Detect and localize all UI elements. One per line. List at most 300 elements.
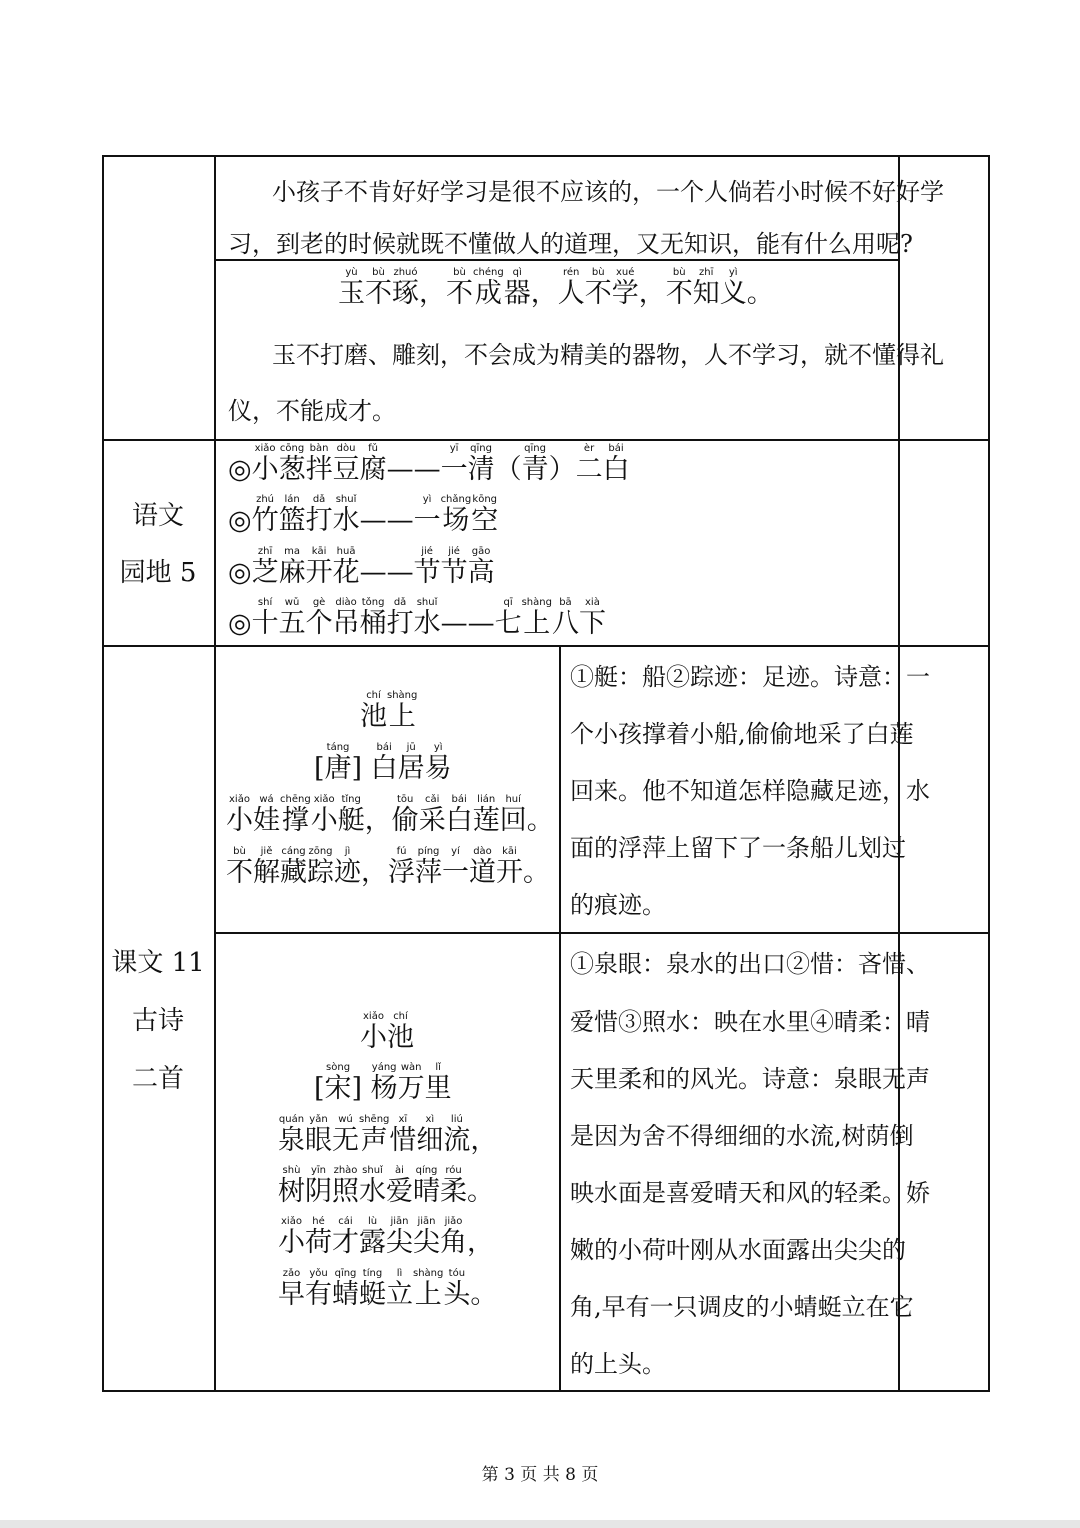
annotated-character: 小xiǎo [226,794,253,836]
annotated-character: 泉quán [278,1114,305,1156]
annotated-character: 空kōng [471,494,499,536]
saying-explanation-line-2: 仪，不能成才。 [228,397,396,425]
pinyin-annotation: xiǎo [278,1216,305,1227]
annotated-character: ◎ [228,608,252,639]
pinyin-annotation: jié [413,546,441,557]
pinyin-annotation [365,794,392,805]
annotated-character: 吊diào [332,597,360,639]
pinyin-annotation: zhī [692,267,720,278]
annotated-character: ， [467,1227,494,1258]
table-bottom-border [102,1390,990,1392]
annotated-character: —— [441,608,495,639]
pinyin-annotation: chǎng [440,494,472,505]
pinyin-annotation: lián [472,794,500,805]
annotated-character: 。 [523,857,550,888]
pinyin-annotation [360,546,414,557]
pinyin-annotation: yù [338,267,365,278]
annotated-character: 爱ài [386,1165,413,1207]
annotated-character: —— [360,505,414,536]
poem2-title [360,1011,414,1059]
poem2-line-1 [278,1114,497,1162]
poem1-line-2 [226,846,550,894]
annotated-character: 水shuǐ [332,494,360,536]
pinyin-annotation: shàng [521,597,552,608]
annotated-character: 浮fú [388,846,415,888]
pinyin-annotation: zǎo [278,1268,305,1279]
poem1-note-4: 面的浮萍上留下了一条船儿划过 [570,834,906,862]
pinyin-annotation: yǒu [305,1268,332,1279]
poem1-note-1: ①艇：船②踪迹：足迹。诗意：一 [570,663,930,691]
annotated-character: 藏cáng [280,846,307,888]
annotated-character: 照zhào [332,1165,359,1207]
pinyin-annotation: gāo [467,546,495,557]
annotated-character: 上shàng [387,690,418,732]
pinyin-annotation: yǎn [305,1114,332,1125]
pinyin-annotation: dòu [332,443,360,454]
pinyin-annotation: cōng [278,443,306,454]
pinyin-annotation: shàng [387,690,418,701]
annotated-character: 篮lán [278,494,306,536]
annotated-character: 居jū [397,742,425,784]
pinyin-annotation: jiǎo [440,1216,467,1227]
column-divider-1 [214,155,216,1392]
pinyin-annotation: xiǎo [226,794,253,805]
annotated-character: 荷hé [305,1216,332,1258]
pinyin-annotation: bái [370,742,398,753]
annotated-character: ， [419,278,446,309]
pinyin-annotation: zōng [307,846,334,857]
page-number: 第 3 页 共 8 页 [481,1465,599,1485]
pinyin-annotation [352,1062,371,1073]
annotated-character: ， [361,857,388,888]
pinyin-annotation: qíng [413,1165,440,1176]
pinyin-annotation: huí [499,794,527,805]
pinyin-annotation: cǎi [418,794,446,805]
annotated-character: 十shí [251,597,279,639]
annotated-character: 不bù [365,267,392,309]
annotated-character: 头tóu [443,1268,471,1310]
annotated-character: 莲lián [472,794,500,836]
annotated-character: ） [549,454,576,485]
annotated-character: 立lì [386,1268,413,1310]
pinyin-annotation: zhuó [392,267,419,278]
pinyin-annotation: shuǐ [413,597,441,608]
pinyin-annotation [531,267,558,278]
annotated-character: 白bái [445,794,473,836]
annotated-character: 无wú [332,1114,359,1156]
pinyin-annotation: quán [278,1114,305,1125]
annotated-character: ] [352,753,371,784]
pinyin-annotation: xué [611,267,639,278]
annotated-character: 个gè [305,597,333,639]
garden-item-2 [228,494,498,542]
pinyin-annotation: huā [332,546,360,557]
pinyin-annotation: lì [386,1268,413,1279]
annotated-character: 五wǔ [278,597,306,639]
pinyin-annotation: qīng [467,443,495,454]
annotated-character: 宋sòng [324,1062,352,1104]
page-bottom-edge [0,1520,1080,1528]
annotated-character: 撑chēng [280,794,311,836]
saying-explanation-line-1: 玉不打磨、雕刻，不会成为精美的器物，人不学习，就不懂得礼 [272,341,944,369]
table-right-border [988,155,990,1392]
pinyin-annotation: wǔ [278,597,306,608]
pinyin-annotation: dǎ [305,494,333,505]
pinyin-annotation: táng [324,742,352,753]
poem2-line-4 [278,1268,497,1316]
row-divider-lesson [102,645,990,647]
annotated-character: 。 [527,805,554,836]
annotated-character: 一yì [413,494,441,536]
annotated-character: [ [314,753,325,784]
poem2-note-8: 的上头。 [570,1350,666,1378]
pinyin-annotation: lán [278,494,306,505]
garden-label-line-2: 园地 5 [119,558,197,588]
pinyin-annotation: yì [719,267,747,278]
pinyin-annotation: jiě [253,846,280,857]
pinyin-annotation: bù [365,267,392,278]
pinyin-annotation: shí [251,597,279,608]
poem1-note-2: 个小孩撑着小船,偷偷地采了白莲 [570,720,914,748]
annotated-character: 唐táng [324,742,352,784]
saying-line [338,267,774,315]
pinyin-annotation: wàn [397,1062,425,1073]
pinyin-annotation: xiǎo [310,794,338,805]
annotated-character: 易yì [424,742,452,784]
annotated-character: 踪zōng [307,846,334,888]
annotated-character: 琢zhuó [392,267,419,309]
pinyin-annotation [228,494,252,505]
pinyin-annotation: lǐ [424,1062,452,1073]
pinyin-annotation: tǒng [359,597,387,608]
annotated-character: 高gāo [467,546,495,588]
annotated-character: 拌bàn [305,443,333,485]
annotated-character: 玉yù [338,267,365,309]
annotated-character: 器qì [503,267,531,309]
pinyin-annotation: tōu [391,794,419,805]
pinyin-annotation [314,1062,325,1073]
pinyin-annotation: bā [551,597,579,608]
pinyin-annotation: shù [278,1165,305,1176]
annotated-character: ◎ [228,454,252,485]
table-top-border [102,155,990,157]
pinyin-annotation: jì [334,846,361,857]
annotated-character: 池chí [387,1011,414,1053]
annotated-character: 芝zhī [251,546,279,588]
lesson-label-line-3: 二首 [131,1064,184,1094]
annotated-character: 知zhī [692,267,720,309]
pinyin-annotation: bàn [305,443,333,454]
annotated-character: 小xiǎo [278,1216,305,1258]
lesson-label-line-1: 课文 11 [111,948,205,978]
pinyin-annotation [495,443,522,454]
annotated-character: ， [470,1125,497,1156]
annotated-character: 清qīng [467,443,495,485]
annotated-character: 杨yáng [370,1062,398,1104]
annotated-character: 才cái [332,1216,359,1258]
annotated-character: 打dǎ [386,597,414,639]
row-divider-inner [215,259,899,261]
explanation-line-1: 小孩子不肯好好学习是很不应该的，一个人倘若小时候不好好学 [272,178,944,206]
annotated-character: 眼yǎn [305,1114,332,1156]
annotated-character: —— [387,454,441,485]
pinyin-annotation: tǐng [337,794,365,805]
annotated-character: 树shù [278,1165,305,1207]
annotated-character: 不bù [446,267,473,309]
annotated-character: 角jiǎo [440,1216,467,1258]
poem2-line-3 [278,1216,494,1264]
annotated-character: 尖jiān [413,1216,440,1258]
annotated-character: 小xiǎo [310,794,338,836]
pinyin-annotation [360,494,414,505]
annotated-character: 流liú [443,1114,471,1156]
annotated-character: 下xià [578,597,606,639]
pinyin-annotation: cáng [280,846,307,857]
pinyin-annotation: róu [440,1165,467,1176]
pinyin-annotation: bù [665,267,693,278]
pinyin-annotation: jiān [413,1216,440,1227]
annotated-character: 豆dòu [332,443,360,485]
pinyin-annotation: cái [332,1216,359,1227]
poem2-note-4: 是因为舍不得细细的水流,树荫倒 [570,1122,914,1150]
row-divider-garden [102,439,990,441]
annotated-character: 娃wá [253,794,280,836]
pinyin-annotation: yī [440,443,468,454]
annotated-character: 七qī [494,597,522,639]
annotated-character: ◎ [228,505,252,536]
pinyin-annotation: bái [445,794,473,805]
pinyin-annotation: diào [332,597,360,608]
pinyin-annotation [467,1165,494,1176]
annotated-character: 露lù [359,1216,386,1258]
annotated-character: 尖jiān [386,1216,413,1258]
annotated-character: 万wàn [397,1062,425,1104]
pinyin-annotation: shuǐ [332,494,360,505]
pinyin-annotation [228,597,252,608]
garden-label-line-1: 语文 [131,501,184,531]
pinyin-annotation: yì [424,742,452,753]
pinyin-annotation [228,443,252,454]
annotated-character: 桶tǒng [359,597,387,639]
annotated-character: 晴qíng [413,1165,440,1207]
pinyin-annotation [314,742,325,753]
annotated-character: 不bù [226,846,253,888]
poem2-note-1: ①泉眼：泉水的出口②惜：吝惜、 [570,950,930,978]
pinyin-annotation: yì [413,494,441,505]
annotated-character: 腐fǔ [359,443,387,485]
annotated-character: 上shàng [521,597,552,639]
annotated-character: 学xué [611,267,639,309]
pinyin-annotation: kāi [496,846,523,857]
pinyin-annotation: kāi [305,546,333,557]
pinyin-annotation: jū [397,742,425,753]
annotated-character: 二èr [575,443,603,485]
pinyin-annotation [527,794,554,805]
pinyin-annotation: hé [305,1216,332,1227]
annotated-character: 不bù [665,267,693,309]
pinyin-annotation: shēng [359,1114,390,1125]
poem2-note-2: 爱惜③照水：映在水里④晴柔：晴 [570,1008,930,1036]
annotated-character: 池chí [360,690,387,732]
pinyin-annotation [467,1216,494,1227]
pinyin-annotation: chéng [473,267,504,278]
pinyin-annotation: zhú [251,494,279,505]
pinyin-annotation: shuǐ [359,1165,386,1176]
pinyin-annotation: fú [388,846,415,857]
pinyin-annotation: lù [359,1216,386,1227]
pinyin-annotation: rén [557,267,585,278]
annotated-character: 麻ma [278,546,306,588]
pinyin-annotation: xì [416,1114,444,1125]
annotated-character: ， [639,278,666,309]
pinyin-annotation: qīng [521,443,549,454]
annotated-character: 水shuǐ [359,1165,386,1207]
annotated-character: 解jiě [253,846,280,888]
annotated-character: 迹jì [334,846,361,888]
annotated-character: 艇tǐng [337,794,365,836]
annotated-character: 场chǎng [440,494,472,536]
pinyin-annotation: sòng [324,1062,352,1073]
column-divider-notes [559,645,561,1392]
pinyin-annotation: gè [305,597,333,608]
annotated-character: 竹zhú [251,494,279,536]
annotated-character: 阴yīn [305,1165,332,1207]
annotated-character: 。 [467,1176,494,1207]
pinyin-annotation [470,1268,497,1279]
annotated-character: 萍píng [415,846,442,888]
annotated-character: 节jié [440,546,468,588]
annotated-character: 义yì [719,267,747,309]
pinyin-annotation: yí [442,846,469,857]
annotated-character: 开kāi [496,846,523,888]
pinyin-annotation: qīng [332,1268,359,1279]
annotated-character: 柔róu [440,1165,467,1207]
pinyin-annotation [387,443,441,454]
annotated-character: 葱cōng [278,443,306,485]
annotated-character: 小xiǎo [360,1011,387,1053]
annotated-character: 一yī [440,443,468,485]
annotated-character: 开kāi [305,546,333,588]
annotated-character: 蜻qīng [332,1268,359,1310]
annotated-character: 白bái [602,443,630,485]
annotated-character: ， [365,805,392,836]
pinyin-annotation [352,742,371,753]
pinyin-annotation: liú [443,1114,471,1125]
poem2-note-3: 天里柔和的风光。诗意：泉眼无声 [570,1065,930,1093]
annotated-character: 节jié [413,546,441,588]
garden-item-4 [228,597,606,645]
poem1-note-3: 回来。他不知道怎样隐藏足迹，水 [570,777,930,805]
pinyin-annotation: ài [386,1165,413,1176]
annotated-character: 上shàng [413,1268,444,1310]
poem2-note-6: 嫩的小荷叶刚从水面露出尖尖的 [570,1236,906,1264]
pinyin-annotation: bù [446,267,473,278]
annotated-character: 小xiǎo [251,443,279,485]
annotated-character: 八bā [551,597,579,639]
pinyin-annotation: qī [494,597,522,608]
annotated-character: [ [314,1073,325,1104]
pinyin-annotation [549,443,576,454]
annotated-character: （ [495,454,522,485]
explanation-line-2: 习，到老的时候就既不懂做人的道理，又无知识，能有什么用呢? [228,230,913,258]
pinyin-annotation: jié [440,546,468,557]
pinyin-annotation: bái [602,443,630,454]
annotated-character: 水shuǐ [413,597,441,639]
pinyin-annotation: chí [387,1011,414,1022]
pinyin-annotation: wá [253,794,280,805]
annotated-character: ] [352,1073,371,1104]
pinyin-annotation: chí [360,690,387,701]
pinyin-annotation [228,546,252,557]
poem1-title [360,690,417,738]
pinyin-annotation: fǔ [359,443,387,454]
pinyin-annotation: tíng [359,1268,386,1279]
table-left-border [102,155,104,1392]
garden-item-1 [228,443,630,491]
pinyin-annotation [523,846,550,857]
annotated-character: 偷tōu [391,794,419,836]
poem1-author [314,742,452,790]
annotated-character: 里lǐ [424,1062,452,1104]
annotated-character: ◎ [228,557,252,588]
pinyin-annotation: dǎ [386,597,414,608]
pinyin-annotation [441,597,495,608]
pinyin-annotation: xià [578,597,606,608]
poem2-line-2 [278,1165,494,1213]
pinyin-annotation: yīn [305,1165,332,1176]
poem2-author [314,1062,452,1110]
pinyin-annotation: zhào [332,1165,359,1176]
pinyin-annotation: jiān [386,1216,413,1227]
pinyin-annotation: tóu [443,1268,471,1279]
pinyin-annotation [747,267,774,278]
pinyin-annotation: ma [278,546,306,557]
annotated-character: 白bái [370,742,398,784]
pinyin-annotation [639,267,666,278]
pinyin-annotation: bù [584,267,612,278]
poem1-line-1 [226,794,554,842]
pinyin-annotation [419,267,446,278]
pinyin-annotation: qì [503,267,531,278]
annotated-character: 青qīng [521,443,549,485]
pinyin-annotation: bù [226,846,253,857]
annotated-character: 声shēng [359,1114,390,1156]
annotated-character: 早zǎo [278,1268,305,1310]
pinyin-annotation: xiǎo [360,1011,387,1022]
annotated-character: 。 [470,1279,497,1310]
annotated-character: 一yí [442,846,469,888]
lesson-label-line-2: 古诗 [131,1006,184,1036]
pinyin-annotation: kōng [471,494,499,505]
annotated-character: 成chéng [473,267,504,309]
pinyin-annotation [470,1114,497,1125]
poem2-note-7: 角,早有一只调皮的小蜻蜓立在它 [570,1293,914,1321]
annotated-character: —— [360,557,414,588]
annotated-character: 花huā [332,546,360,588]
pinyin-annotation [361,846,388,857]
annotated-character: 蜓tíng [359,1268,386,1310]
annotated-character: 惜xī [389,1114,417,1156]
pinyin-annotation: zhī [251,546,279,557]
pinyin-annotation: píng [415,846,442,857]
pinyin-annotation: chēng [280,794,311,805]
pinyin-annotation: xī [389,1114,417,1125]
pinyin-annotation: xiǎo [251,443,279,454]
poem2-note-5: 映水面是喜爱晴天和风的轻柔。娇 [570,1179,930,1207]
annotated-character: 不bù [584,267,612,309]
pinyin-annotation: yáng [370,1062,398,1073]
pinyin-annotation: dào [469,846,496,857]
